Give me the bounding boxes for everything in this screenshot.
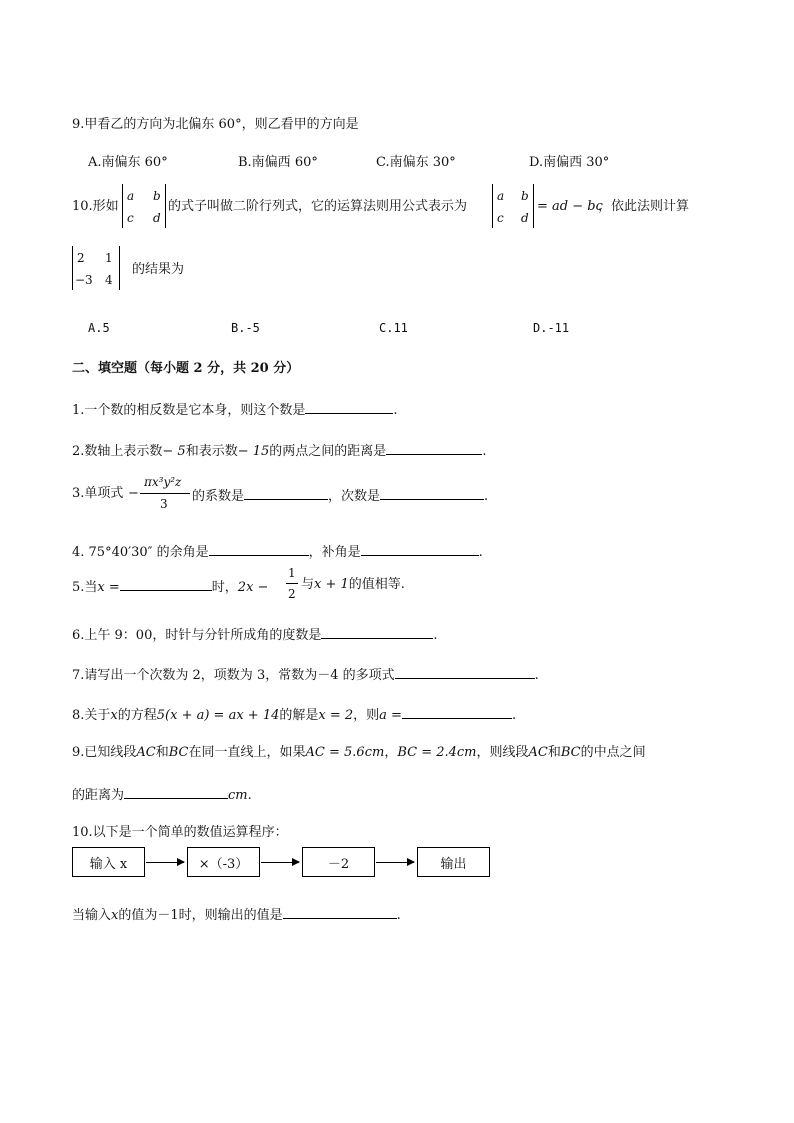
section-2-title: 二、填空题（每小题 2 分，共 20 分） [72,361,300,376]
answer-blank[interactable] [244,487,328,500]
fill-question-5-b: 与x + 1的值相等. [301,577,405,592]
flow-box-output: 输出 [417,847,490,877]
question-10-mid: 的式子叫做二阶行列式，它的运算法则用公式表示为 [168,199,468,214]
question-10-result-text: 的结果为 [132,262,185,277]
fill-question-6: 6.上午 9：00，时针与分针所成角的度数是 . [72,628,438,643]
fraction-bar [140,493,190,494]
fill-question-3-minus: − [128,486,139,501]
fill-question-1: 1.一个数的相反数是它本身，则这个数是 . [72,403,398,418]
det-letter-b: b [153,189,161,203]
det-letter-c: c [497,211,504,225]
det-value-4: 4 [105,273,113,287]
det-letter-d: d [521,211,529,225]
fill-question-5-a: 5.当x = 时，2x − [72,580,269,595]
det-letter-d: d [153,211,161,225]
flow-box-minus-2: －2 [302,847,375,877]
flow-box-multiply: ×（-3） [187,847,260,877]
answer-blank[interactable] [380,487,484,500]
q9-option-b: B.南偏西 60° [238,155,318,170]
fraction-numerator: 1 [288,566,296,580]
fill-question-9-line1: 9.已知线段AC和BC在同一直线上，如果AC = 5.6cm，BC = 2.4cm，则线段AC和BC的中点之间 [72,745,646,760]
question-9-text: 9.甲看乙的方向为北偏东 60°，则乙看甲的方向是 [72,117,359,132]
answer-blank[interactable] [209,543,309,556]
answer-blank[interactable] [124,786,228,799]
q9-option-a: A.南偏东 60° [88,155,168,170]
q10-option-c: C.11 [379,321,408,335]
fraction-denominator: 3 [160,497,168,511]
half-fraction [286,566,298,604]
fill-question-10-answer: 当输入x的值为－1时，则输出的值是 . [72,908,401,923]
answer-blank[interactable] [283,906,397,919]
monomial-fraction [140,472,190,514]
flow-arrow-2 [261,862,299,863]
determinant-formula: = ad − bc [537,199,603,214]
flow-box-input: 输入 x [72,847,145,877]
fill-question-7: 7.请写出一个次数为 2，项数为 3，常数为－4 的多项式 . [72,668,539,683]
answer-blank[interactable] [120,578,212,591]
flow-arrow-1 [146,862,184,863]
det-value-neg3: −3 [75,273,93,287]
det-letter-a: a [127,189,135,203]
fraction-denominator: 2 [288,587,296,601]
answer-blank[interactable] [386,442,482,455]
determinant-abcd [122,184,166,228]
determinant-values [72,246,120,290]
q9-option-c: C.南偏东 30° [376,155,456,170]
answer-blank[interactable] [305,401,393,414]
q9-option-d: D.南偏西 30° [529,155,610,170]
answer-blank[interactable] [361,543,479,556]
det-value-1: 1 [105,251,113,265]
det-value-2: 2 [77,251,85,265]
fraction-numerator: πx³y²z [144,475,182,489]
question-10-prefix: 10.形如 [72,199,119,214]
answer-blank[interactable] [395,666,535,679]
q10-option-a: A.5 [88,321,110,335]
q10-option-b: B.-5 [231,321,260,335]
question-10-suffix: ，依此法则计算 [598,199,690,214]
fill-question-3: 的系数是 ，次数是 . [192,489,489,504]
q10-option-d: D.-11 [533,321,570,335]
fill-question-3-prefix: 3.单项式 [72,486,124,501]
det-letter-c: c [127,211,134,225]
fill-question-4: 4. 75°40′30″ 的余角是 ，补角是 . [72,545,483,560]
fill-question-8: 8.关于x的方程5(x + a) = ax + 14的解是x = 2，则a = . [72,708,517,723]
det-letter-a: a [497,189,505,203]
answer-blank[interactable] [402,706,512,719]
answer-blank[interactable] [321,626,433,639]
fill-question-10-text: 10.以下是一个简单的数值运算程序： [72,825,288,840]
flow-arrow-3 [376,862,414,863]
det-letter-b: b [521,189,529,203]
determinant-abcd-formula [492,184,534,228]
fraction-bar [286,583,298,584]
fill-question-9-line2: 的距离为 cm. [72,788,252,803]
fill-question-2: 2.数轴上表示数− 5和表示数− 15的两点之间的距离是 . [72,444,487,459]
